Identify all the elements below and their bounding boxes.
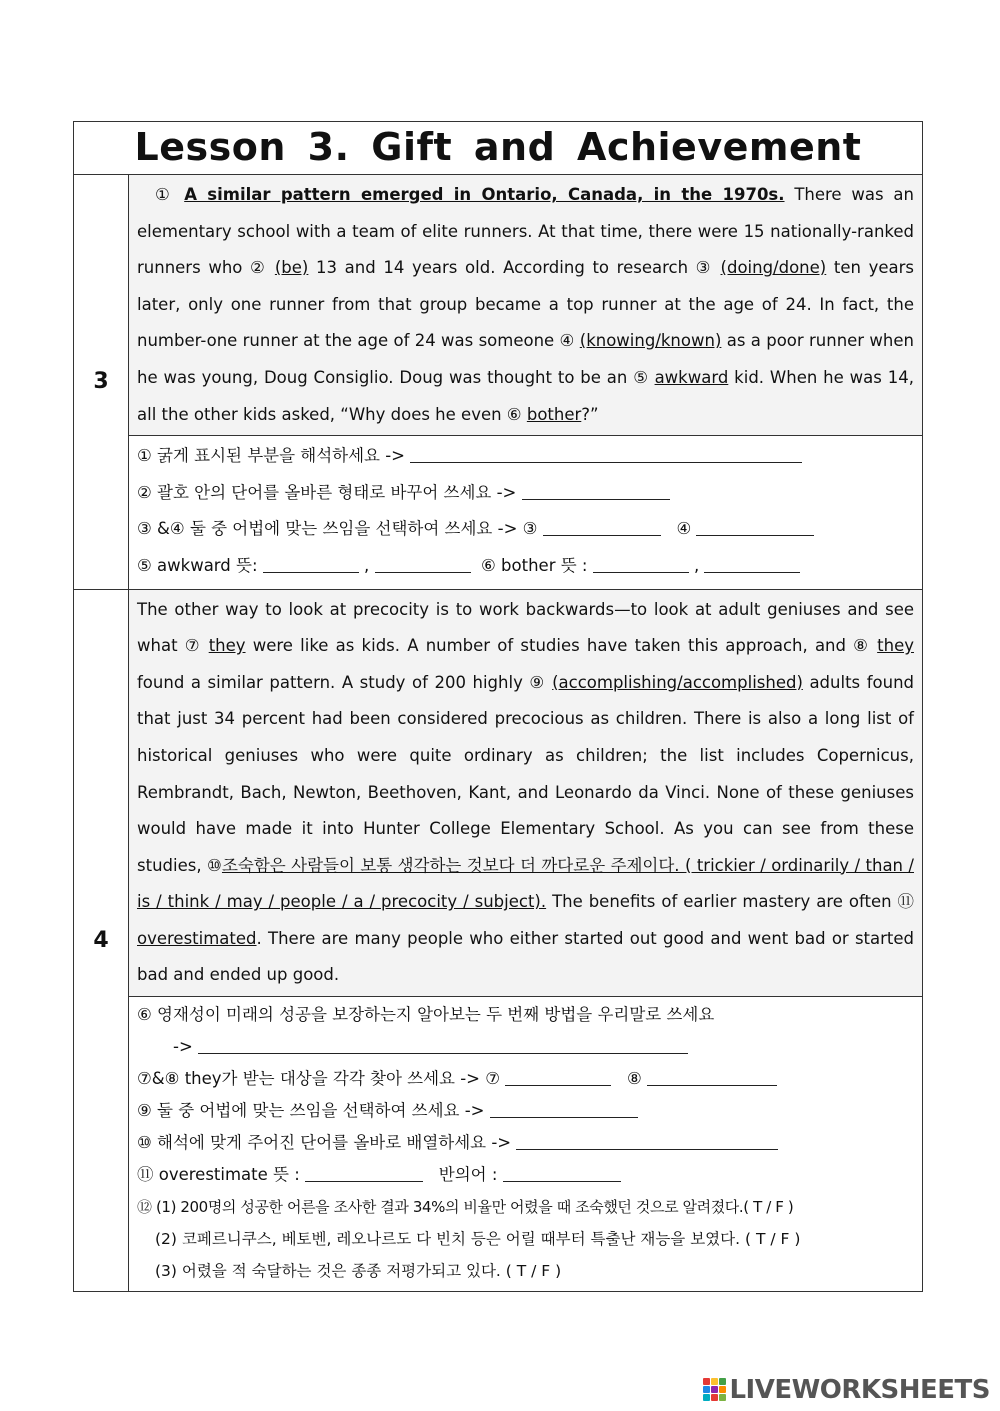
passage-text: found a similar pattern. A study of 200 highly ⑨ [137,672,553,692]
section-4 [74,590,922,1292]
bold-sentence: A similar pattern emerged in Ontario, Canada, in the 1970s. [184,185,785,204]
question-7-8 [137,1063,914,1095]
underlined-word: they [208,636,246,656]
answer-blank[interactable] [505,1084,611,1086]
question-text: ⑪ overestimate 뜻 : [137,1165,306,1185]
question-text: ⑧ [627,1069,648,1089]
brand-name: LIVEWORKSHEETS [729,1375,990,1405]
passage-text: ?” [581,404,599,424]
question-12-2[interactable]: (2) 코페르니쿠스, 베토벤, 레오나르도 다 빈치 등은 어릴 때부터 특출난 재능을 보였다. ( T / F ) [155,1230,801,1249]
questions [129,436,922,588]
answer-blank[interactable] [490,1116,638,1118]
underlined-korean-sentence: 조숙함은 사람들이 보통 생각하는 것보다 더 까다로운 주제이다. [221,855,685,875]
lesson-title: Lesson 3. Gift and Achievement [74,122,922,175]
answer-blank[interactable] [375,571,471,573]
question-4 [137,548,914,585]
question-text: ⑨ 둘 중 어법에 맞는 쓰임을 선택하여 쓰세요 -> [137,1101,490,1121]
passage-text: 13 and 14 years old. According to research ③ [308,258,721,278]
underlined-word: (knowing/known) [579,331,722,351]
question-3 [137,511,914,548]
question-10 [137,1127,914,1159]
question-text: , [688,555,705,575]
underlined-word: they [877,636,914,656]
answer-blank[interactable] [696,534,814,536]
question-text: ⑤ awkward 뜻: [137,555,263,575]
scrambled-words: ( trickier / ordinarily / than / is / think / may / people / a / precocity / subject). [137,855,914,912]
question-text: 반의어 : [433,1165,503,1185]
answer-blank[interactable] [198,1052,688,1054]
passage-text: as a poor runner when he was young, Doug Consiglio. Doug was thought to be an ⑤ [137,331,914,387]
section-4-content [129,590,922,1292]
section-3 [74,175,922,590]
passage-text: The benefits of earlier mastery are often ⑪ [546,892,915,912]
answer-blank[interactable] [647,1084,777,1086]
answer-blank[interactable] [503,1180,621,1182]
underlined-word: awkward [654,367,729,387]
answer-blank[interactable] [704,571,800,573]
reading-passage [129,175,922,436]
marker: ① [155,185,185,204]
question-6: ⑥ 영재성이 미래의 성공을 보장하는지 알아보는 두 번째 방법을 우리말로 쓰세요 [137,1005,715,1025]
passage-text: The other way to look at precocity is to work backwards—to look at adult geniuses and see what ⑦ [137,599,914,656]
question-11 [137,1159,914,1191]
underlined-word: (accomplishing/accomplished) [552,672,803,692]
passage-text: . There are many people who either started out good and went bad or started bad and ended up good. [137,928,914,985]
answer-blank[interactable] [593,571,689,573]
passage-text: were like as kids. A number of studies have taken this approach, and ⑧ [245,636,878,656]
answer-blank[interactable] [410,461,802,463]
logo-icon [703,1378,725,1402]
arrow-text: -> [173,1037,199,1057]
question-text: ⑦&⑧ they가 받는 대상을 각각 찾아 쓰세요 -> ⑦ [137,1069,506,1089]
section-number: 3 [74,175,129,589]
question-12-1[interactable]: ⑫ (1) 200명의 성공한 어른을 조사한 결과 34%의 비율만 어렸을 때 조숙했던 것으로 알려졌다.( T / F ) [137,1198,794,1217]
question-text: ② 괄호 안의 단어를 올바른 형태로 바꾸어 쓰세요 -> [137,482,522,502]
question-text: ⑥ bother 뜻 : [481,555,593,575]
underlined-word: overestimated [137,928,257,948]
underlined-word: (doing/done) [720,258,827,278]
question-2 [137,475,914,512]
answer-blank[interactable] [516,1148,778,1150]
answer-blank[interactable] [543,534,661,536]
question-text: ① 굵게 표시된 부분을 해석하세요 -> [137,446,411,466]
passage-text: There was an elementary school with a team of elite runners. At that time, there were 15 nationally-ranked runners who ② [137,185,914,278]
answer-blank[interactable] [522,498,670,500]
section-3-content [129,175,922,589]
passage-text: kid. When he was 14, all the other kids asked, “Why does he even ⑥ [137,367,914,424]
question-text: , [358,555,375,575]
reading-passage [129,590,922,998]
answer-blank[interactable] [263,571,359,573]
question-1 [137,438,914,475]
questions [129,997,922,1291]
answer-blank[interactable] [305,1180,423,1182]
question-6-answer [137,1031,914,1063]
passage-text: ten years later, only one runner from that group became a top runner at the age of 24. In fact, the number-one runner at the age of 24 was someone ④ [137,258,915,351]
section-number: 4 [74,590,129,1292]
question-9 [137,1095,914,1127]
question-text: ⑩ 해석에 맞게 주어진 단어를 올바로 배열하세요 -> [137,1133,517,1153]
liveworksheets-logo [703,1375,990,1405]
worksheet-table [73,121,923,1292]
question-text: ④ [676,519,697,539]
question-text: ③ &④ 둘 중 어법에 맞는 쓰임을 선택하여 쓰세요 -> ③ [137,519,543,539]
passage-text: adults found that just 34 percent had been considered precocious as children. There is also a long list of historical geniuses who were quite ordinary as children; the list includes Copernicus, Rembrandt, Bach, Newton, Beethoven, Kant, and Leonardo da Vinci. None of these geniuses would have made it into Hunter College Elementary School. As you can see from these studies, ⑩ [137,672,914,875]
underlined-word: bother [526,404,582,424]
underlined-word: (be) [274,258,309,278]
question-12-3[interactable]: (3) 어렸을 적 숙달하는 것은 종종 저평가되고 있다. ( T / F ) [155,1262,562,1281]
